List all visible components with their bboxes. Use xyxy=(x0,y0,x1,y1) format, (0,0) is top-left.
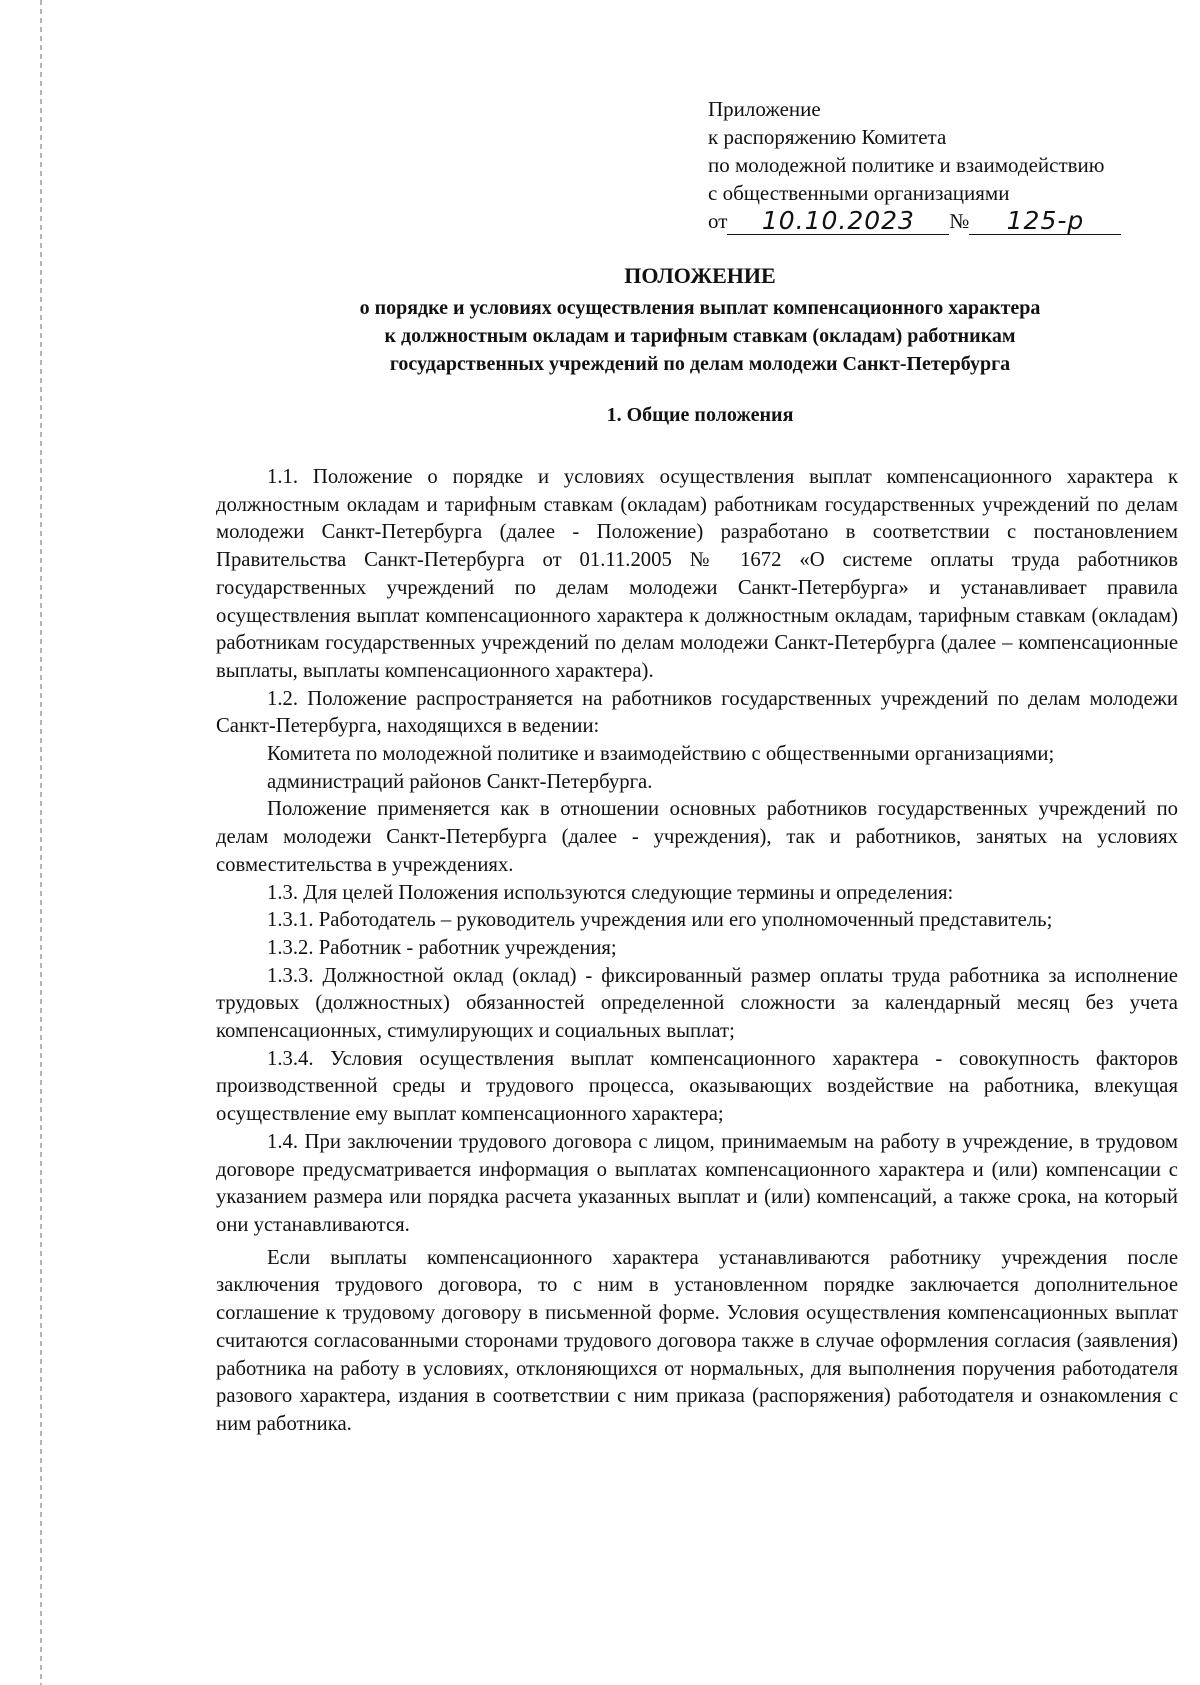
date-number-line xyxy=(708,207,1121,235)
paragraph: 1.4. При заключении трудового договора с лицом, принимаемым на работу в учреждение, в трудовом договоре предусматривается информация о выплатах компенсационного характера и (или) компенсации с указанием размера или порядка расчета указанных выплат и (или) компенсаций, а также срока, на который они устанавливаются. xyxy=(216,1130,1178,1236)
document-subtitle xyxy=(200,294,1200,378)
handwritten-number: 125-р xyxy=(969,208,1121,235)
appendix-block xyxy=(708,95,1121,235)
appendix-line: к распоряжению Комитета xyxy=(708,125,947,149)
paragraph: 1.3.3. Должностной оклад (оклад) - фиксированный размер оплаты труда работника за исполнение трудовых (должностных) обязанностей определенной сложности за календарный месяц без учета компенсационных, стимулирующих и социальных выплат; xyxy=(216,964,1178,1043)
subtitle-line: к должностным окладам и тарифным ставкам (окладам) работникам xyxy=(384,325,1016,347)
scan-edge xyxy=(40,0,42,1685)
appendix-line: Приложение xyxy=(708,97,821,121)
paragraph: 1.3. Для целей Положения используются следующие термины и определения: xyxy=(267,881,954,904)
paragraph: 1.3.4. Условия осуществления выплат компенсационного характера - совокупность факторов производственной среды и трудового процесса, оказывающих воздействие на работника, влекущая осуществление ему выплат компенсационного характера; xyxy=(216,1047,1178,1126)
paragraph: 1.3.2. Работник - работник учреждения; xyxy=(267,936,617,959)
number-prefix: № xyxy=(949,209,970,233)
date-prefix: от xyxy=(708,209,728,233)
paragraph: Положение применяется как в отношении основных работников государственных учреждений по делам молодежи Санкт-Петербурга (далее - учреждения), так и работников, занятых на условиях совместительства в учреждениях. xyxy=(216,798,1178,876)
paragraph: Комитета по молодежной политике и взаимодействию с общественными организациями; xyxy=(267,743,1055,766)
handwritten-date: 10.10.2023 xyxy=(727,208,949,235)
appendix-line: с общественными организациями xyxy=(708,181,1010,205)
paragraph: администраций районов Санкт-Петербурга. xyxy=(267,770,653,793)
document-body xyxy=(216,464,1178,1439)
paragraph: 1.1. Положение о порядке и условиях осуществления выплат компенсационного характера к должностным окладам и тарифным ставкам (окладам) работникам государственных учреждений по делам молодежи Санкт-Петербурга (далее - Положение) разработано в соответствии с постановлением Правительства Санкт-Петербурга от 01.11.2005 № 1672 «О системе оплаты труда работников государственных учреждений по делам молодежи Санкт-Петербурга» и устанавливает правила осуществления выплат компенсационного характера к должностным окладам, тарифным ставкам (окладам) работникам государственных учреждений по делам молодежи Санкт-Петербурга (далее – компенсационные выплаты, выплаты компенсационного характера). xyxy=(216,466,1178,682)
paragraph: 1.3.1. Работодатель – руководитель учреждения или его уполномоченный представитель; xyxy=(267,909,1053,932)
paragraph: Если выплаты компенсационного характера устанавливаются работнику учреждения после заключения трудового договора, то с ним в установленном порядке заключается дополнительное соглашение к трудовому договору в письменной форме. Условия осуществления компенсационных выплат считаются согласованными сторонами трудового договора также в случае оформления согласия (заявления) работника на работу в условиях, отклоняющихся от нормальных, для выполнения поручения работодателя разового характера, издания в соответствии с ним приказа (распоряжения) работодателя и ознакомления с ним работника. xyxy=(216,1246,1178,1435)
document-title: ПОЛОЖЕНИЕ xyxy=(624,263,776,288)
section-heading: 1. Общие положения xyxy=(606,404,794,426)
paragraph: 1.2. Положение распространяется на работников государственных учреждений по делам молодежи Санкт-Петербурга, находящихся в ведении: xyxy=(216,687,1178,738)
subtitle-line: государственных учреждений по делам молодежи Санкт-Петербурга xyxy=(389,353,1011,375)
appendix-line: по молодежной политике и взаимодействию xyxy=(708,153,1105,177)
subtitle-line: о порядке и условиях осуществления выплат компенсационного характера xyxy=(359,297,1041,319)
